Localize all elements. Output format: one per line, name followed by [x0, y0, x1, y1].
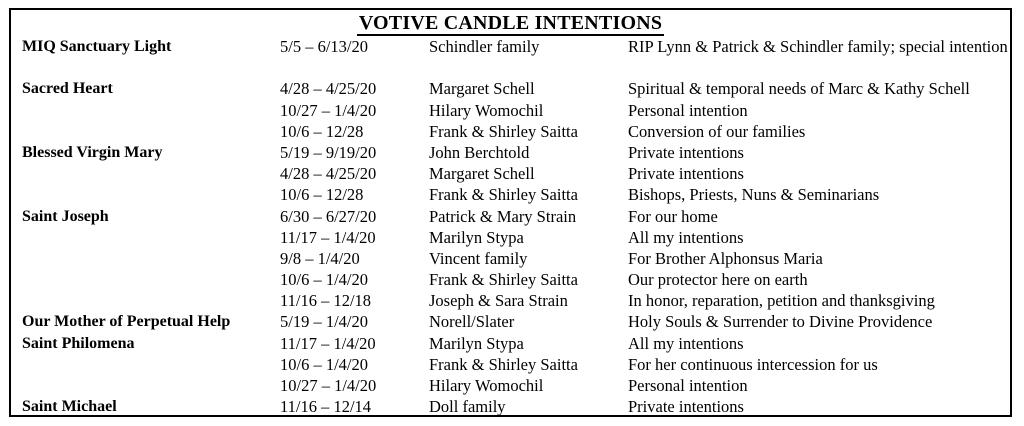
table-row: [22, 290, 1006, 311]
donor-name-cell: Doll family: [429, 397, 506, 417]
intention-cell: Spiritual & temporal needs of Marc & Kathy Schell: [628, 79, 970, 99]
table-row: [22, 227, 1006, 248]
table-row: [22, 354, 1006, 375]
donor-name-cell: John Berchtold: [429, 142, 530, 162]
date-range-cell: 9/8 – 1/4/20: [280, 248, 360, 268]
category-cell: Saint Philomena: [22, 334, 135, 352]
donor-name-cell: Vincent family: [429, 248, 528, 268]
intention-cell: Private intentions: [628, 142, 744, 162]
table-row: [22, 311, 1006, 332]
donor-name-cell: Marilyn Stypa: [429, 333, 524, 353]
title-text: VOTIVE CANDLE INTENTIONS: [358, 12, 663, 34]
date-range-cell: 6/30 – 6/27/20: [280, 206, 377, 226]
table-row: [22, 248, 1006, 269]
date-range-cell: 11/16 – 12/14: [280, 397, 372, 417]
table-row: [22, 36, 1006, 78]
table-row: [22, 121, 1006, 142]
donor-name-cell: Marilyn Stypa: [429, 227, 524, 247]
table-row: [22, 142, 1006, 163]
donor-name-cell: Joseph & Sara Strain: [429, 291, 568, 311]
page-title: [11, 12, 1010, 34]
intention-cell: Conversion of our families: [628, 121, 806, 141]
date-range-cell: 5/19 – 1/4/20: [280, 312, 369, 332]
donor-name-cell: Hilary Womochil: [429, 100, 544, 120]
intention-cell: Private intentions: [628, 164, 744, 184]
table-row: [22, 269, 1006, 290]
date-range-cell: 10/6 – 1/4/20: [280, 354, 369, 374]
date-range-cell: 4/28 – 4/25/20: [280, 164, 377, 184]
category-cell: Saint Joseph: [22, 207, 109, 225]
date-range-cell: 10/6 – 1/4/20: [280, 270, 369, 290]
intention-cell: Personal intention: [628, 376, 748, 396]
intentions-box: [9, 8, 1012, 417]
intention-cell: For her continuous intercession for us: [628, 354, 878, 374]
donor-name-cell: Hilary Womochil: [429, 376, 544, 396]
date-range-cell: 11/16 – 12/18: [280, 291, 372, 311]
category-cell: MIQ Sanctuary Light: [22, 38, 172, 55]
intention-cell: For Brother Alphonsus Maria: [628, 248, 823, 268]
date-range-cell: 11/17 – 1/4/20: [280, 227, 376, 247]
intention-cell: RIP Lynn & Patrick & Schindler family; special intention: [628, 37, 1008, 56]
intention-cell: All my intentions: [628, 333, 744, 353]
table-row: [22, 184, 1006, 205]
donor-name-cell: Frank & Shirley Saitta: [429, 121, 578, 141]
donor-name-cell: Patrick & Mary Strain: [429, 206, 577, 226]
date-range-cell: 5/19 – 9/19/20: [280, 142, 377, 162]
donor-name-cell: Schindler family: [429, 37, 540, 56]
category-cell: Sacred Heart: [22, 80, 113, 98]
table-row: [22, 375, 1006, 396]
category-cell: Blessed Virgin Mary: [22, 143, 163, 161]
intention-cell: All my intentions: [628, 227, 744, 247]
category-cell: Our Mother of Perpetual Help: [22, 313, 231, 331]
intention-cell: For our home: [628, 206, 718, 226]
donor-name-cell: Margaret Schell: [429, 79, 535, 99]
intention-cell: Holy Souls & Surrender to Divine Providence: [628, 312, 933, 332]
intention-cell: Our protector here on earth: [628, 270, 808, 290]
table-row: [22, 396, 1006, 417]
date-range-cell: 5/5 – 6/13/20: [280, 37, 369, 56]
intention-cell: Private intentions: [628, 397, 744, 417]
intentions-table: [22, 36, 1006, 417]
intention-cell: Bishops, Priests, Nuns & Seminarians: [628, 185, 880, 205]
date-range-cell: 10/27 – 1/4/20: [280, 100, 377, 120]
donor-name-cell: Margaret Schell: [429, 164, 535, 184]
category-cell: Saint Michael: [22, 398, 117, 416]
table-row: [22, 78, 1006, 99]
date-range-cell: 11/17 – 1/4/20: [280, 333, 376, 353]
date-range-cell: 10/27 – 1/4/20: [280, 376, 377, 396]
date-range-cell: 10/6 – 12/28: [280, 185, 364, 205]
donor-name-cell: Frank & Shirley Saitta: [429, 354, 578, 374]
donor-name-cell: Norell/Slater: [429, 312, 515, 332]
date-range-cell: 4/28 – 4/25/20: [280, 79, 377, 99]
donor-name-cell: Frank & Shirley Saitta: [429, 270, 578, 290]
table-row: [22, 100, 1006, 121]
donor-name-cell: Frank & Shirley Saitta: [429, 185, 578, 205]
table-row: [22, 333, 1006, 354]
intention-cell: In honor, reparation, petition and thanksgiving: [628, 291, 935, 311]
intention-cell: Personal intention: [628, 100, 748, 120]
table-row: [22, 206, 1006, 227]
table-row: [22, 163, 1006, 184]
date-range-cell: 10/6 – 12/28: [280, 121, 364, 141]
